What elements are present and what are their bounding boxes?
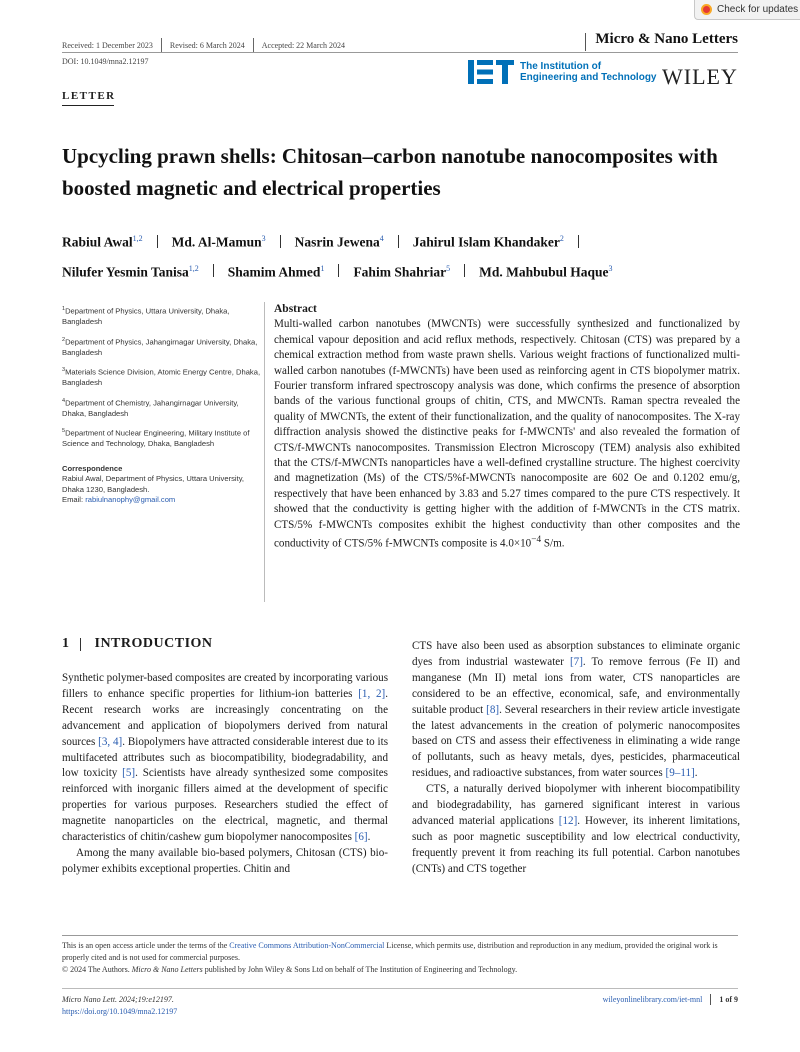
author-divider: [338, 264, 339, 277]
cc-license-link[interactable]: Creative Commons Attribution-NonCommercial: [229, 941, 385, 950]
article-title: Upcycling prawn shells: Chitosan–carbon nanotube nanocomposites with boosted magnetic and electrical properties: [62, 144, 718, 200]
abstract-heading: Abstract: [274, 303, 317, 315]
author-divider: [157, 235, 158, 248]
email-link[interactable]: rabiulnanophy@gmail.com: [85, 495, 176, 505]
citation-link[interactable]: [3, 4]: [98, 735, 123, 748]
accepted-date: Accepted: 22 March 2024: [261, 40, 346, 50]
author-divider: [213, 264, 214, 277]
journal-name: Micro & Nano Letters: [595, 31, 738, 47]
section-number: 1: [62, 636, 70, 651]
citation: Micro Nano Lett. 2024;19:e12197.: [62, 995, 174, 1004]
author-divider: [578, 235, 579, 248]
author-name: Nasrin Jewena$^4$: [294, 234, 384, 250]
affiliation-sup: 3: [62, 367, 66, 374]
paragraph: Synthetic polymer-based composites are created by incorporating various fillers to enhance specific properties for lithium-ion batteries [1, 2]. Recent research works are increasingly concentrating on the advancement and application of biopolymers derived from natural sources [3, 4]. Biopolymers have attracted considerable interest due to its multifaceted attributes such as biocompatibility, biodegradability, and low toxicity [5]. Scientists have already synthesized some composites reinforced with inorganic fillers aimed at the development of specific properties for various purposes. Researchers studied the effect of magnetite nanoparticles on the electrical, magnetic, and thermal characteristics of chitin/cashew gum biopolymer nanocomposites [6].: [62, 672, 389, 844]
paragraph: CTS, a naturally derived biopolymer with inherent biocompatibility and biodegradability, has garnered significant interest in various advanced material applications [12]. However, its inherent limitations, such as poor magnetic susceptibility and low electrical conductivity, frequently prevent it from reaching its full potential. Carbon nanotubes (CNTs) and CTS together: [412, 783, 741, 875]
license-notice: [62, 940, 740, 977]
affiliation: $^2$Department of Physics, Jahangirnagar University, Dhaka, Bangladesh: [62, 336, 258, 357]
license-text: [62, 940, 740, 964]
author-list: [62, 226, 742, 285]
abstract-text: Multi-walled carbon nanotubes (MWCNTs) were successfully synthesized and functionalized by chemical vapour deposition and acid reflux methods, respectively. Chitosan (CTS) was prepared by a chemical extraction method from waste prawn shells. Various weight fractions of functionalized multi-walled carbon nanotubes (f-MWCNTs) have been used as reinforcing agent in CTS biopolymer matrix. Fourier transform infrared spectroscopy analysis was done, which confirms the presence of absorption bands of the various functional groups of chitin, CTS, and MWCNTs. Raman spectra revealed the quality of MWCNTs, the extent of their functionalization, and the quality of nanocomposites. The X-ray diffraction analysis showed the distinctive peaks for f-MWCNTs' and also revealed the formation of CTS/f-MWCNTs nanocomposites. Transmission Electron Microscopy (TEM) analysis also exhibited that the CTS/f-MWCNTs nanoparticles have a well-defined crystalline structure. The highest coercivity and magnetization (Ms) of the CTS/5%f-MWCNTs nanocomposite are 602 Oe and 0.1202 emu/g, respectively that have been enhanced by 3.83 and 5.27 times compared to the pure CTS respectively. It showed that the conductivity is getting higher with the addition of f-MWCNTs in the CTS matrix. CTS/5% f-MWCNTs composites exhibit the highest conductivity than other composites and the conductivity of CTS/5% f-MWCNTs composite is 4.0×10: [274, 318, 740, 550]
author-name: Rabiul Awal$^{1,2}$: [62, 234, 143, 250]
citation-link[interactable]: [1, 2]: [358, 687, 386, 700]
correspondence-heading: Correspondence: [62, 463, 123, 473]
citation-link[interactable]: [9–11]: [665, 767, 695, 780]
affiliation-sup: 4: [62, 397, 66, 404]
page-footer: [603, 994, 738, 1005]
intro-right-column: [412, 639, 740, 878]
affiliation-sup: 5: [62, 428, 66, 435]
author-name: Nilufer Yesmin Tanisa$^{1,2}$: [62, 263, 199, 279]
author-name: Shamim Ahmed$^1$: [227, 263, 325, 279]
affiliation-sup: 1: [62, 306, 66, 312]
abstract-exponent: −4: [531, 535, 542, 546]
author-affiliation-sup[interactable]: 1,2: [188, 263, 199, 273]
received-date: Received: 1 December 2023: [62, 40, 153, 50]
bottom-rule: [62, 988, 738, 989]
citation-link[interactable]: [12]: [558, 814, 578, 827]
copyright-post: published by John Wiley & Sons Ltd on behalf of The Institution of Engineering and Technology.: [202, 965, 518, 975]
check-updates-label: Check for updates: [717, 4, 799, 15]
doi-label: DOI: 10.1049/mna2.12197: [62, 57, 149, 66]
divider: [161, 38, 162, 52]
abstract-unit: S/m.: [541, 537, 565, 550]
article-dates: [62, 38, 345, 52]
iet-logo: [468, 60, 657, 84]
author-affiliation-sup[interactable]: 4: [379, 234, 384, 243]
abstract-body: [274, 317, 740, 552]
abstract: [274, 302, 740, 552]
check-for-updates-button[interactable]: [694, 0, 800, 20]
author-divider: [464, 264, 465, 277]
affiliation-sup: 2: [62, 336, 66, 343]
author-divider: [280, 235, 281, 248]
citation-link[interactable]: [6]: [354, 831, 368, 844]
license-pre: This is an open access article under the terms of the: [62, 941, 230, 950]
affiliation: $^4$Department of Chemistry, Jahangirnagar University, Dhaka, Bangladesh: [62, 397, 239, 418]
author-affiliation-sup[interactable]: 3: [261, 234, 266, 243]
affiliations: [62, 304, 262, 506]
crossmark-icon: [701, 4, 712, 15]
divider: [710, 994, 711, 1005]
intro-left-column: [62, 671, 388, 878]
section-title: INTRODUCTION: [94, 636, 213, 651]
article-type-rule: [62, 105, 114, 106]
author-affiliation-sup[interactable]: 2: [559, 234, 564, 243]
citation-link[interactable]: [7]: [569, 655, 583, 668]
author-name: Jahirul Islam Khandaker$^2$: [412, 234, 564, 250]
paragraph: CTS have also been used as absorption substances to eliminate organic dyes from industrial wastewater [7]. To remove ferrous (Fe II) and manganese (Mn II) metal ions from water, CTS nanoparticles are considered to be an effective, economical, safe, and environmentally suitable product [8]. Several researchers in their review article investigate the latest advancements in the creation of polymeric nanocomposites based on CTS and assess their effectiveness in eliminating a wide range of pollutants, such as heavy metals, dyes, pesticides, pharmaceutical residues, and radioactive substances, from water sources [9–11].: [412, 640, 740, 780]
correspondence-email: [62, 495, 262, 506]
journal-site-link[interactable]: wileyonlinelibrary.com/iet-mnl: [602, 995, 703, 1004]
column-divider: [264, 302, 265, 602]
correspondence-address: Rabiul Awal, Department of Physics, Uttara University, Dhaka 1230, Bangladesh.: [62, 474, 245, 494]
author-name: Fahim Shahriar$^5$: [353, 263, 451, 279]
email-label: Email:: [62, 495, 86, 505]
copyright-text: [62, 964, 740, 976]
author-line-1: [62, 226, 742, 256]
article-type: LETTER: [62, 90, 116, 102]
wiley-logo: WILEY: [662, 64, 738, 89]
license-post: License, which permits use, distribution and reproduction in any medium, provided the original work is properly cited and is not used for commercial purposes.: [62, 941, 718, 963]
citation-footer: [62, 994, 177, 1018]
author-affiliation-sup[interactable]: 3: [608, 263, 613, 273]
author-affiliation-sup[interactable]: 1,2: [132, 234, 143, 243]
citation-link[interactable]: [8]: [486, 703, 500, 716]
iet-name: [520, 61, 657, 83]
author-line-2: [62, 256, 742, 286]
paragraph: Among the many available bio-based polymers, Chitosan (CTS) bio-polymer exhibits exceptional properties. Chitin and: [62, 846, 388, 875]
citation-link[interactable]: [5]: [122, 767, 136, 780]
footer-rule: [62, 935, 738, 936]
author-name: Md. Mahbubul Haque$^3$: [479, 263, 613, 279]
author-affiliation-sup[interactable]: 5: [446, 263, 451, 273]
copyright-journal: Micro & Nano Letters: [131, 965, 203, 975]
doi-link[interactable]: https://doi.org/10.1049/mna2.12197: [62, 1007, 178, 1016]
copyright-pre: © 2024 The Authors.: [62, 965, 132, 975]
iet-name-line1: The Institution of: [520, 61, 602, 72]
section-heading-introduction: [62, 636, 213, 652]
author-name: Md. Al-Mamun$^3$: [171, 234, 266, 250]
affiliation: $^5$Department of Nuclear Engineering, Military Institute of Science and Technology, Dhaka, Bangladesh: [62, 428, 250, 449]
iet-mark-icon: [468, 60, 514, 84]
revised-date: Revised: 6 March 2024: [169, 40, 245, 50]
header-rule: [62, 52, 738, 53]
divider: [253, 38, 254, 52]
affiliation: $^3$Materials Science Division, Atomic Energy Centre, Dhaka, Bangladesh: [62, 367, 261, 388]
iet-name-line2: Engineering and Technology: [520, 72, 657, 83]
affiliation: $^1$Department of Physics, Uttara University, Dhaka, Bangladesh: [62, 306, 230, 327]
author-affiliation-sup[interactable]: 1: [320, 263, 325, 273]
divider: [80, 638, 81, 651]
page-number: 1 of 9: [719, 995, 738, 1004]
author-divider: [398, 235, 399, 248]
